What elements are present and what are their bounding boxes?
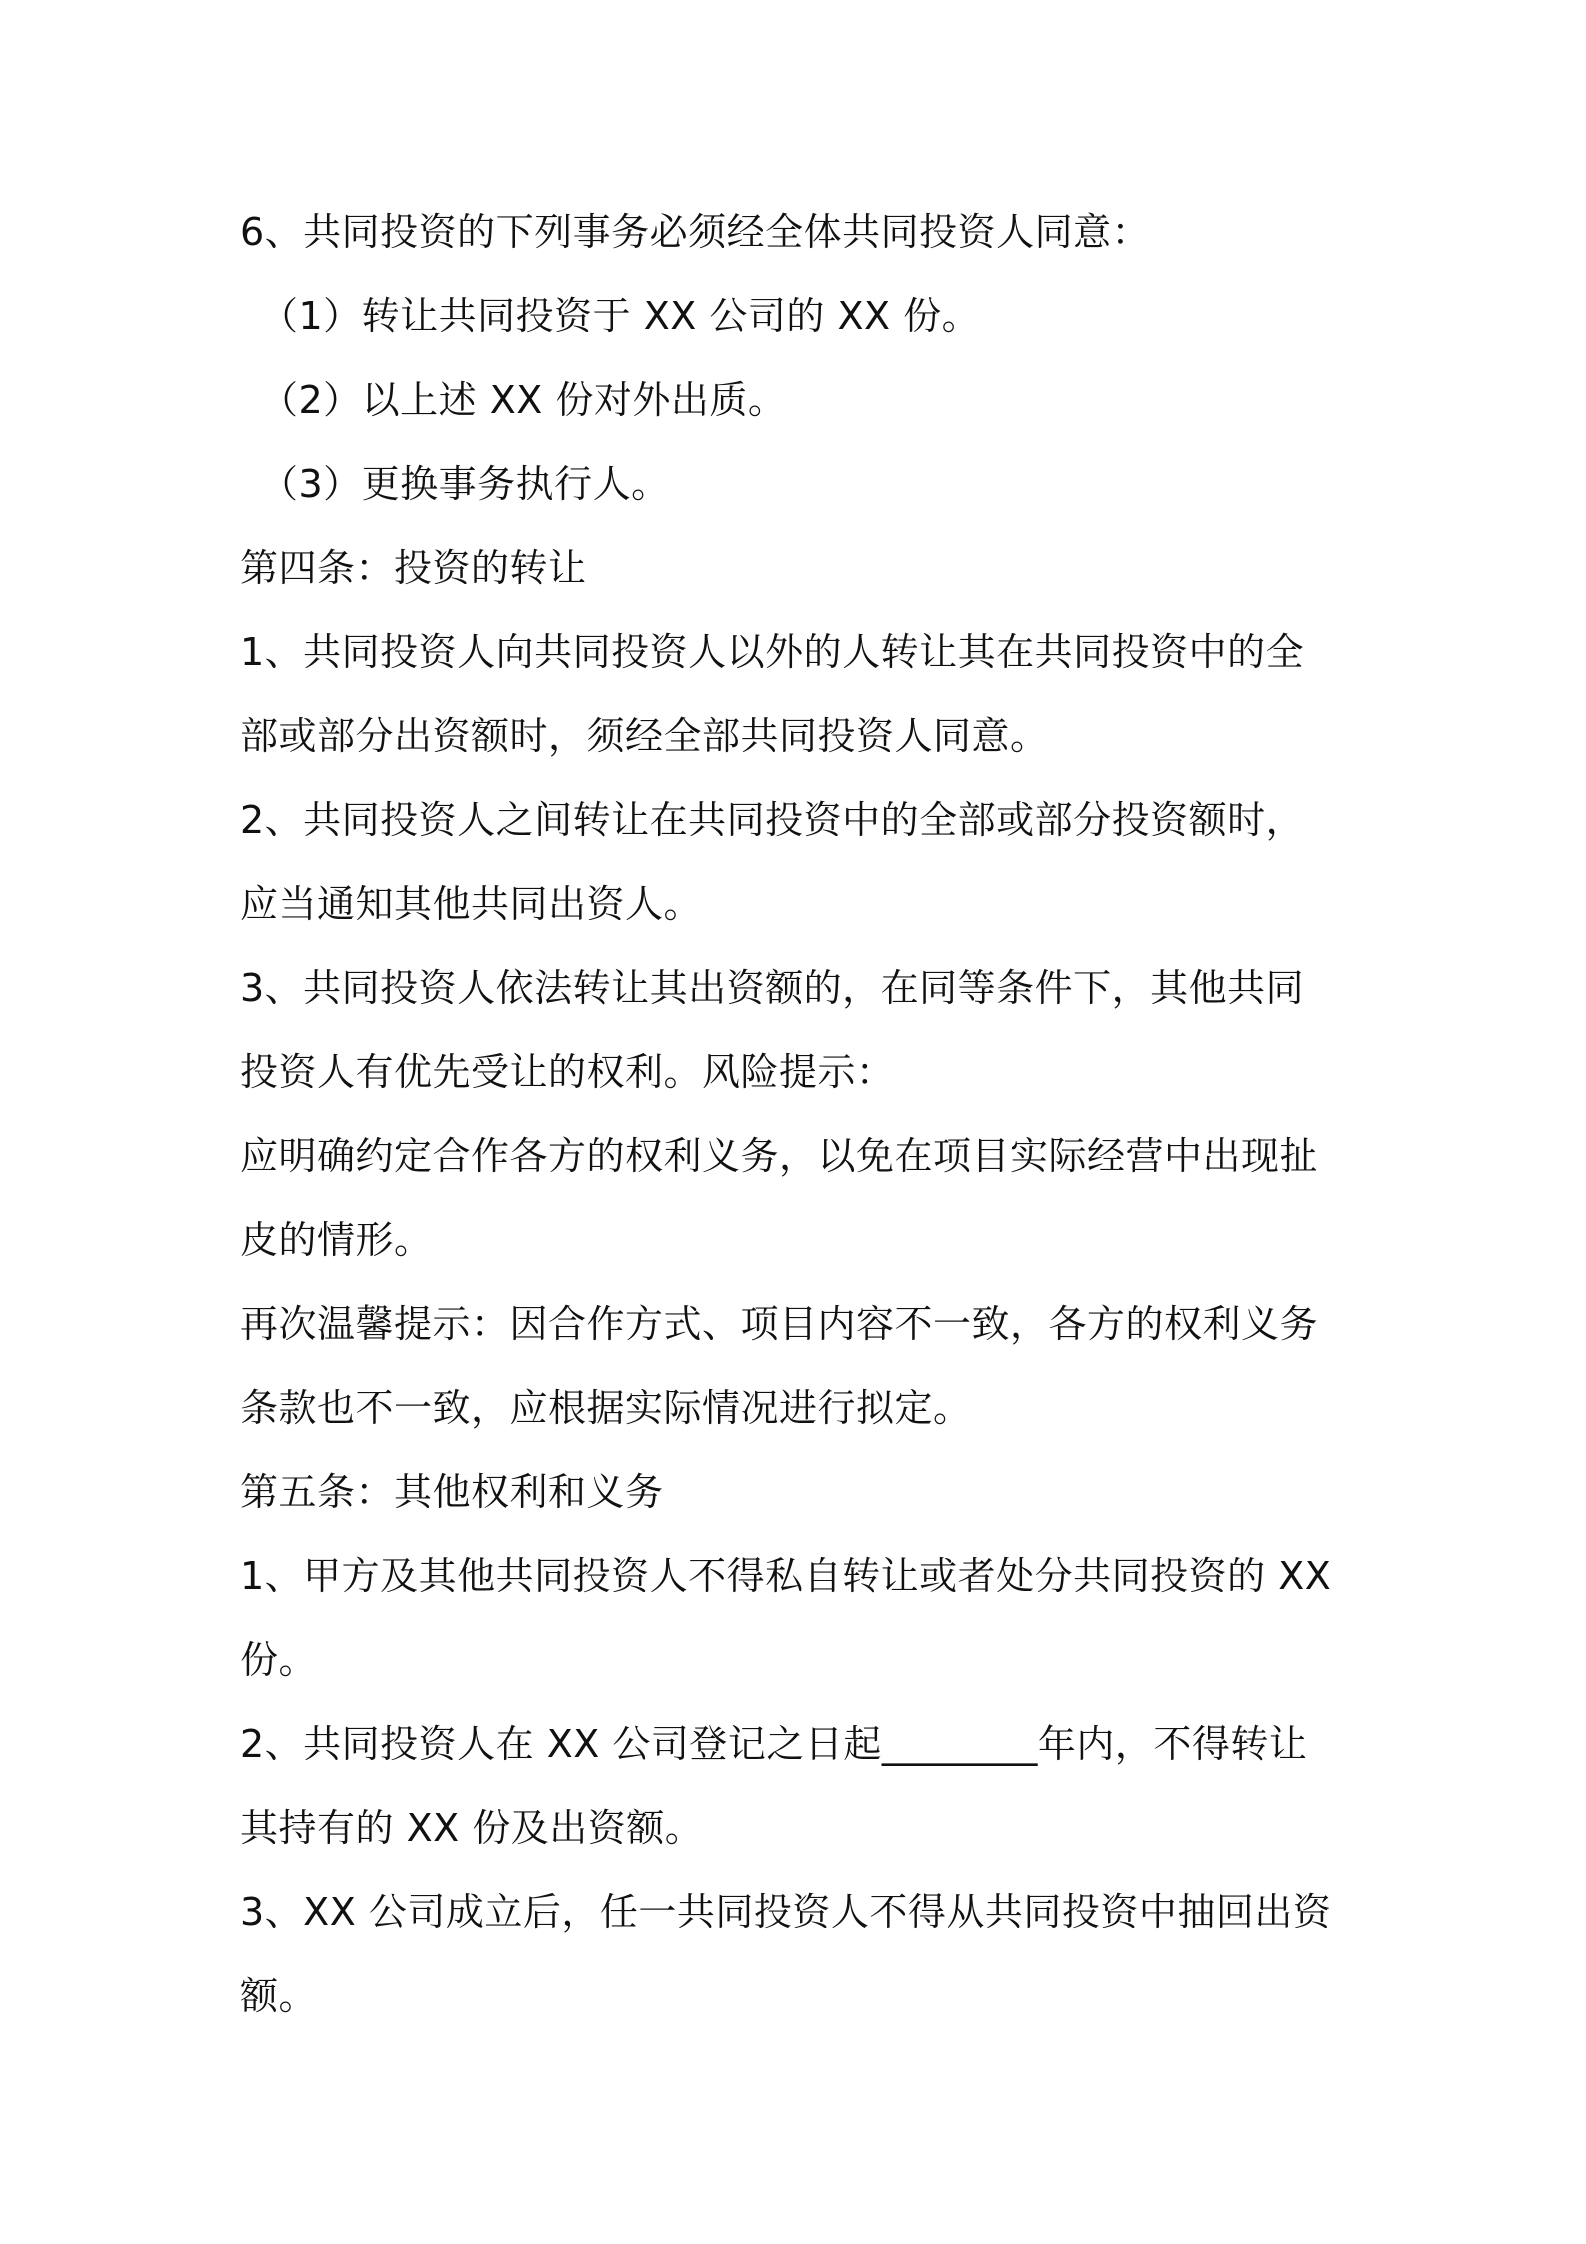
text-line: 1、共同投资人向共同投资人以外的人转让其在共同投资中的全 <box>240 630 1305 674</box>
paragraph-article-5-item-2 <box>240 1702 1360 1870</box>
paragraph-item-3-replace-executor <box>240 442 1360 526</box>
paragraph-article-5-item-1 <box>240 1534 1360 1702</box>
paragraph-article-4-item-1 <box>240 610 1360 778</box>
paragraph-item-2-pledge <box>240 358 1360 442</box>
text-line: 3、XX 公司成立后，任一共同投资人不得从共同投资中抽回出资 <box>240 1890 1332 1934</box>
text-line: （1）转让共同投资于 XX 公司的 XX 份。 <box>260 294 981 338</box>
text-line: 2、共同投资人之间转让在共同投资中的全部或部分投资额时， <box>240 798 1305 842</box>
text-line: 2、共同投资人在 XX 公司登记之日起________年内，不得转让 <box>240 1722 1308 1766</box>
paragraph-article-5-item-3 <box>240 1870 1360 2038</box>
text-line: （2）以上述 XX 份对外出质。 <box>260 378 787 422</box>
paragraph-article-4-item-3 <box>240 946 1360 1114</box>
text-line: 条款也不一致，应根据实际情况进行拟定。 <box>240 1386 972 1430</box>
text-line: 皮的情形。 <box>240 1218 433 1262</box>
text-line: 投资人有优先受让的权利。风险提示： <box>240 1050 895 1094</box>
text-line: 3、共同投资人依法转让其出资额的，在同等条件下，其他共同 <box>240 966 1305 1010</box>
text-line: 6、共同投资的下列事务必须经全体共同投资人同意： <box>240 210 1151 254</box>
paragraph-article-4-item-2 <box>240 778 1360 946</box>
text-line: 应明确约定合作各方的权利义务，以免在项目实际经营中出现扯 <box>240 1134 1319 1178</box>
document-body <box>240 190 1360 2038</box>
heading-article-4 <box>240 526 1360 610</box>
paragraph-clause-3-item-6 <box>240 190 1360 274</box>
text-line: 部或部分出资额时，须经全部共同投资人同意。 <box>240 714 1049 758</box>
text-line: 应当通知其他共同出资人。 <box>240 882 703 926</box>
text-line: 额。 <box>240 1974 318 2018</box>
text-line: 1、甲方及其他共同投资人不得私自转让或者处分共同投资的 XX <box>240 1554 1332 1598</box>
paragraph-risk-note <box>240 1114 1360 1282</box>
text-line: 份。 <box>240 1638 318 1682</box>
text-line: 再次温馨提示：因合作方式、项目内容不一致，各方的权利义务 <box>240 1302 1319 1346</box>
heading-article-5 <box>240 1450 1360 1534</box>
text-line: 其持有的 XX 份及出资额。 <box>240 1806 704 1850</box>
paragraph-reminder <box>240 1282 1360 1450</box>
section-heading: 第四条：投资的转让 <box>240 546 587 590</box>
text-line: （3）更换事务执行人。 <box>260 462 670 506</box>
section-heading: 第五条：其他权利和义务 <box>240 1470 664 1514</box>
paragraph-item-1-transfer <box>240 274 1360 358</box>
